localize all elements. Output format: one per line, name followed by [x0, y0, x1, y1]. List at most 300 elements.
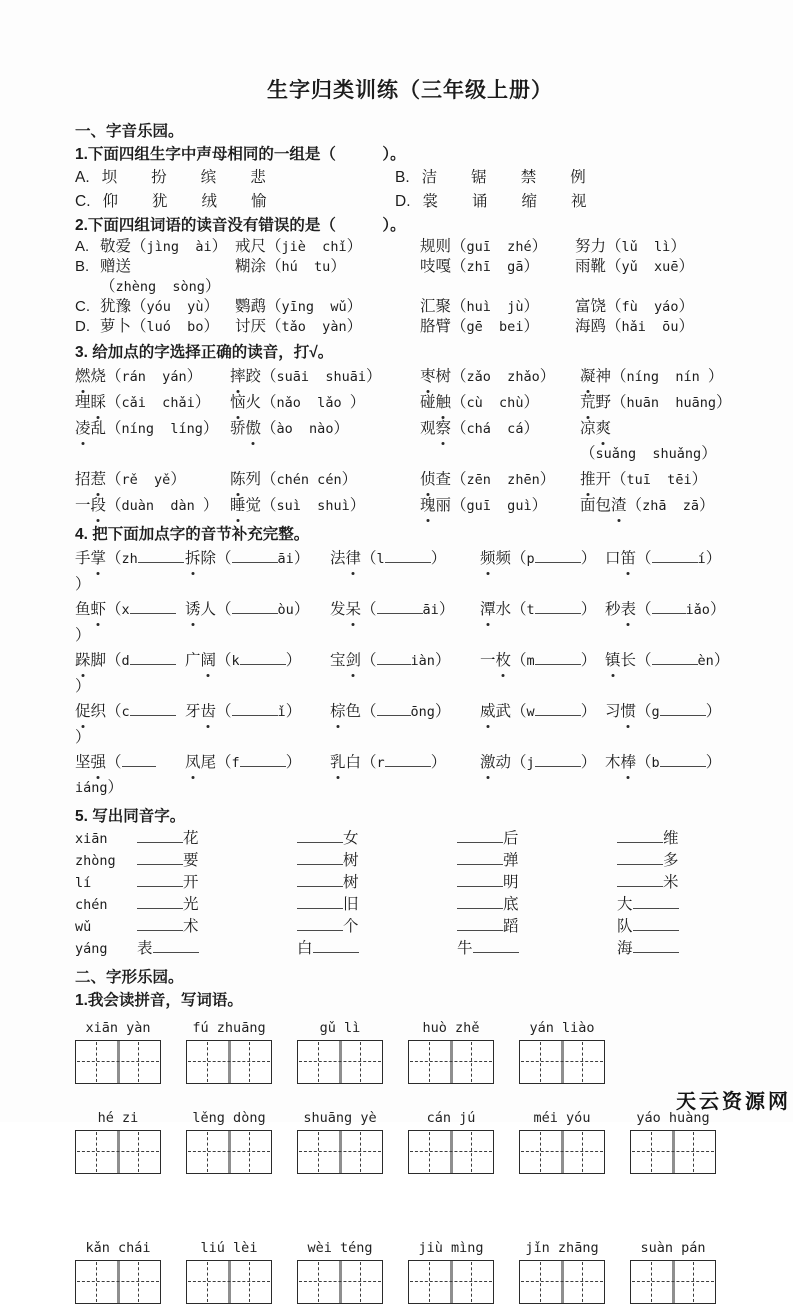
- writing-grid: [75, 1260, 161, 1304]
- word: [75, 652, 106, 669]
- character: 乱: [90, 420, 107, 437]
- blank-line: [297, 895, 343, 909]
- blank-line: [617, 851, 663, 865]
- section1-heading: 一、字音乐园。: [75, 123, 184, 140]
- pinyin: zhèng sòng: [115, 279, 205, 295]
- dotted-character: 枚: [496, 648, 512, 673]
- word: [185, 703, 216, 720]
- character: 觉: [245, 497, 262, 514]
- syllable-completion-item: 木棒（b ）: [605, 750, 745, 801]
- syllable-completion-item: 潭水（t ）: [480, 597, 605, 648]
- option-character: 扮: [151, 169, 167, 186]
- grid-vertical-guideline: [471, 1262, 472, 1302]
- q2-option-row: [75, 297, 745, 317]
- character: 米: [663, 874, 679, 891]
- grid-horizontal-guideline: [188, 1281, 270, 1282]
- character: 面: [580, 497, 596, 514]
- blank-line: [153, 939, 199, 953]
- character: 送: [115, 258, 132, 275]
- grid-vertical-guideline: [540, 1262, 541, 1302]
- pinyin: xiān: [75, 831, 108, 847]
- pinyin: suǎng shuǎng: [595, 446, 702, 462]
- writing-grid: [186, 1260, 272, 1304]
- blank-line: [240, 651, 286, 665]
- character: 法: [330, 550, 346, 567]
- grid-center-divider: [339, 1041, 342, 1083]
- option-label: D.: [395, 193, 411, 210]
- grid-vertical-guideline: [429, 1262, 430, 1302]
- pinyin: d: [121, 653, 130, 669]
- word: [580, 394, 611, 411]
- character: 嘎: [435, 258, 452, 275]
- writing-grid-row: [75, 1020, 745, 1084]
- pinyin-label: liú lèi: [200, 1240, 258, 1256]
- word-pinyin-item: 努力（lǔ lì）: [575, 238, 686, 255]
- word: [230, 471, 261, 488]
- blank-line: [137, 829, 183, 843]
- homophone-cell: [617, 938, 745, 960]
- pinyin-label: cán jú: [426, 1110, 476, 1126]
- word: [580, 471, 611, 488]
- writing-grid-item: [75, 1020, 161, 1084]
- pinyin: chén: [75, 897, 108, 913]
- word: [100, 238, 131, 255]
- word: [420, 394, 451, 411]
- dotted-character: 燃: [75, 364, 91, 389]
- pinyin: zǎo zhǎo: [466, 369, 540, 385]
- character: 发: [330, 601, 346, 618]
- grid-vertical-guideline: [429, 1042, 430, 1082]
- blank-line: [137, 917, 183, 931]
- word: [580, 420, 611, 437]
- pinyin: fù yáo: [621, 299, 679, 315]
- word: [605, 601, 636, 618]
- grid-center-divider: [339, 1131, 342, 1173]
- pinyin: tuī tēi: [626, 472, 692, 488]
- character: 卜: [115, 318, 132, 335]
- grid-vertical-guideline: [540, 1042, 541, 1082]
- pinyin: yīng wǔ: [281, 299, 347, 315]
- character: 白: [345, 754, 362, 771]
- word: [75, 550, 106, 567]
- character: 涂: [250, 258, 267, 275]
- pinyin: g: [651, 704, 660, 720]
- dotted-character: 凤: [185, 750, 201, 775]
- grid-vertical-guideline: [693, 1262, 694, 1302]
- word: [420, 318, 451, 335]
- character: 术: [183, 918, 199, 935]
- dotted-character: 傲: [246, 416, 262, 441]
- dotted-character: 段: [91, 493, 107, 518]
- character: 牙: [185, 703, 201, 720]
- homophone-cell: [297, 828, 457, 850]
- writing-grid-item: [297, 1110, 383, 1174]
- word-pinyin-item: 胳臂（gē bei）: [420, 318, 539, 335]
- dotted-character: 乳: [330, 750, 346, 775]
- syllable-completion-item: 牙齿（ ǐ）: [185, 699, 330, 750]
- character: 规: [420, 238, 436, 255]
- dotted-character: 频: [480, 546, 496, 571]
- word: [330, 601, 361, 618]
- dotted-character: 表: [621, 597, 637, 622]
- option-character: 缩: [521, 193, 538, 210]
- character: 雨: [575, 258, 591, 275]
- character: 树: [435, 368, 452, 385]
- writing-grid-rows: [75, 1020, 745, 1304]
- blank-line: [297, 829, 343, 843]
- grid-vertical-guideline: [96, 1132, 97, 1172]
- homophone-row: [75, 872, 745, 894]
- pinyin: iǎo: [685, 602, 710, 618]
- syllable-completion-item: 一枚（m ）: [480, 648, 605, 699]
- blank-line: [633, 917, 679, 931]
- pinyin: l: [376, 551, 385, 567]
- dotted-character: 掌: [91, 546, 107, 571]
- grid-center-divider: [117, 1041, 120, 1083]
- blank-line: [240, 753, 286, 767]
- homophone-cell: [457, 828, 617, 850]
- character: 开: [595, 471, 612, 488]
- option-character: 裳: [422, 193, 439, 210]
- pinyin: cù chù: [466, 395, 524, 411]
- grid-horizontal-guideline: [632, 1151, 714, 1152]
- syllable-completion-item: 手掌（zh）: [75, 546, 185, 597]
- homophone-row: [75, 938, 745, 960]
- blank-line: [297, 851, 343, 865]
- word-pinyin-item: 海鸥（hǎi ōu）: [575, 318, 694, 335]
- blank-line: [130, 651, 176, 665]
- option-label: D.: [75, 318, 90, 335]
- character: 鸥: [590, 318, 607, 335]
- homophone-cell: [137, 850, 297, 872]
- pinyin: lí: [75, 875, 92, 891]
- pinyin: guī guì: [466, 498, 532, 514]
- dotted-character: 促: [75, 699, 91, 724]
- character: 除: [200, 550, 217, 567]
- character: 包: [595, 497, 612, 514]
- pinyin: āi: [422, 602, 439, 618]
- character: 饶: [590, 298, 607, 315]
- syllable-completion-item: 鱼虾（x）: [75, 597, 185, 648]
- dotted-word-pinyin-item: 陈列（chén cén）: [230, 467, 420, 493]
- blank-line: [652, 549, 698, 563]
- writing-grid-item: [519, 1020, 605, 1084]
- character: 则: [435, 238, 452, 255]
- pinyin: duàn dàn: [121, 498, 203, 514]
- pinyin-label: kǎn chái: [85, 1240, 151, 1256]
- grid-center-divider: [672, 1131, 675, 1173]
- syllable-completion-item: 激动（j ）: [480, 750, 605, 801]
- grid-vertical-guideline: [651, 1262, 652, 1302]
- option-label: C.: [75, 298, 90, 315]
- word-pinyin-item: 戒尺（jiè chǐ）: [235, 238, 363, 255]
- grid-vertical-guideline: [138, 1132, 139, 1172]
- grid-vertical-guideline: [582, 1042, 583, 1082]
- pinyin: zh: [121, 551, 138, 567]
- pinyin: rě yě: [121, 472, 171, 488]
- character: 招: [75, 471, 91, 488]
- writing-grid: [519, 1040, 605, 1084]
- writing-grid-item: [297, 1020, 383, 1084]
- option-character: 例: [570, 169, 586, 186]
- writing-grid-item: [297, 1240, 383, 1304]
- grid-center-divider: [672, 1261, 675, 1303]
- writing-grid: [186, 1040, 272, 1084]
- word: [575, 298, 606, 315]
- dotted-word-pinyin-item: 推开（tuī tēi）: [580, 467, 745, 493]
- character: 明: [503, 874, 519, 891]
- character: 爱: [115, 238, 132, 255]
- word: [420, 471, 451, 488]
- blank-line: [377, 702, 411, 716]
- pinyin: nǎo lǎo: [276, 395, 350, 411]
- blank-line: [652, 600, 686, 614]
- blank-line: [457, 895, 503, 909]
- dotted-character: 爽: [596, 416, 612, 441]
- pinyin: jiè chǐ: [281, 239, 347, 255]
- grid-center-divider: [339, 1261, 342, 1303]
- word: [75, 471, 106, 488]
- q1-option-row: [75, 166, 745, 190]
- grid-vertical-guideline: [360, 1042, 361, 1082]
- homophone-cell: [297, 872, 457, 894]
- word: [230, 497, 261, 514]
- q4-rows: [75, 546, 745, 801]
- character: 聚: [435, 298, 452, 315]
- character: 表: [137, 940, 153, 957]
- option-character: 禁: [520, 169, 537, 186]
- word: [235, 318, 266, 335]
- syllable-completion-item: 发呆（ āi）: [330, 597, 480, 648]
- dotted-character: 激: [480, 750, 496, 775]
- character: 口: [605, 550, 621, 567]
- homophone-cell: [617, 850, 745, 872]
- word-pinyin-item: 犹豫（yóu yù）: [100, 298, 219, 315]
- blank-line: [633, 895, 679, 909]
- option-character: 愉: [251, 193, 267, 210]
- grid-center-divider: [228, 1261, 231, 1303]
- dotted-character: 恼: [230, 390, 246, 415]
- writing-grid-item: [186, 1240, 272, 1304]
- blank-line: [137, 873, 183, 887]
- grid-vertical-guideline: [138, 1262, 139, 1302]
- dotted-character: 渣: [611, 493, 627, 518]
- pinyin: ǐ: [277, 704, 286, 720]
- pinyin: zhòng: [75, 853, 116, 869]
- dotted-character: 棕: [330, 699, 346, 724]
- writing-grid: [75, 1040, 161, 1084]
- character: 吱: [420, 258, 436, 275]
- dotted-character: 推: [580, 467, 596, 492]
- syllable-completion-item: 跺脚（d）: [75, 648, 185, 699]
- dotted-character: 侦: [420, 467, 436, 492]
- writing-grid: [519, 1260, 605, 1304]
- homophone-cell: [137, 828, 297, 850]
- character: 底: [503, 896, 519, 913]
- q3-row: [75, 364, 745, 390]
- character: 色: [345, 703, 362, 720]
- character: 个: [343, 918, 359, 935]
- dotted-character: 凌: [75, 416, 91, 441]
- q2-option-row: [75, 257, 745, 297]
- character: 赠: [100, 258, 116, 275]
- character: 尺: [250, 238, 267, 255]
- writing-grid-item: [408, 1240, 494, 1304]
- writing-grid-item: [408, 1020, 494, 1084]
- writing-grid-row: [75, 1110, 745, 1174]
- character: 广: [185, 652, 201, 669]
- option-character: 诵: [472, 193, 488, 210]
- grid-vertical-guideline: [318, 1132, 319, 1172]
- grid-vertical-guideline: [207, 1262, 208, 1302]
- word: [235, 258, 266, 275]
- word: [420, 368, 451, 385]
- grid-horizontal-guideline: [410, 1061, 492, 1062]
- writing-grid-item: [75, 1240, 161, 1304]
- pinyin: lǔ lì: [621, 239, 671, 255]
- word: [480, 703, 511, 720]
- syllable-completion-item: 乳白（r ）: [330, 750, 480, 801]
- homophone-cell: [137, 938, 297, 960]
- word: [605, 550, 636, 567]
- blank-line: [377, 651, 411, 665]
- blank-line: [297, 873, 343, 887]
- pinyin: iáng: [75, 780, 108, 796]
- grid-horizontal-guideline: [521, 1151, 603, 1152]
- blank-line: [633, 939, 679, 953]
- dotted-word-pinyin-item: 枣树（zǎo zhǎo）: [420, 364, 580, 390]
- grid-horizontal-guideline: [521, 1061, 603, 1062]
- grid-vertical-guideline: [471, 1042, 472, 1082]
- option-label: B.: [75, 258, 90, 275]
- character: 脚: [90, 652, 107, 669]
- syllable-completion-item: 法律（l ）: [330, 546, 480, 597]
- character: 木: [605, 754, 621, 771]
- character: 织: [90, 703, 107, 720]
- homophone-cell: [457, 916, 617, 938]
- word: [185, 550, 216, 567]
- pinyin: suì shuì: [276, 498, 350, 514]
- pinyin: suāi shuāi: [276, 369, 366, 385]
- character: 敬: [100, 238, 116, 255]
- grid-vertical-guideline: [249, 1042, 250, 1082]
- pinyin: iàn: [410, 653, 435, 669]
- q2-prompt: 2.下面四组词语的读音没有错误的是（ ）。: [75, 217, 406, 234]
- dotted-word-pinyin-item: 招惹（rě yě）: [75, 467, 230, 493]
- dotted-character: 睬: [91, 390, 107, 415]
- pinyin: b: [651, 755, 660, 771]
- character: 厌: [250, 318, 267, 335]
- blank-line: [535, 549, 581, 563]
- grid-vertical-guideline: [582, 1262, 583, 1302]
- blank-line: [457, 873, 503, 887]
- grid-center-divider: [450, 1131, 453, 1173]
- homophone-cell: [457, 850, 617, 872]
- dotted-character: 虾: [91, 597, 107, 622]
- dotted-character: 棒: [621, 750, 637, 775]
- blank-line: [297, 917, 343, 931]
- section2-subheading: 1.我会读拼音，写词语。: [75, 992, 243, 1009]
- pinyin-label: huò zhě: [422, 1020, 480, 1036]
- character: 鹉: [250, 298, 267, 315]
- word: [580, 497, 627, 514]
- character: 手: [75, 550, 91, 567]
- pinyin: guī zhé: [466, 239, 532, 255]
- word-pinyin-item: 雨靴（yǔ xuē）: [575, 258, 694, 275]
- pinyin-label: méi yóu: [533, 1110, 591, 1126]
- word: [230, 394, 261, 411]
- pinyin-label: yán liào: [529, 1020, 595, 1036]
- pinyin-label: lěng dòng: [192, 1110, 266, 1126]
- option-character: 缤: [200, 169, 217, 186]
- word: [330, 754, 361, 771]
- character: 女: [343, 830, 359, 847]
- dotted-word-pinyin-item: 一段（duàn dàn ）: [75, 493, 230, 519]
- pinyin-label: gǔ lì: [319, 1020, 361, 1036]
- homophone-cell: [457, 894, 617, 916]
- q3-row: [75, 467, 745, 493]
- word: [420, 298, 451, 315]
- q1-options: [75, 166, 745, 214]
- grid-horizontal-guideline: [188, 1151, 270, 1152]
- q4-prompt: 4. 把下面加点字的音节补充完整。: [75, 526, 310, 543]
- pinyin: hú tu: [281, 259, 331, 275]
- word: [75, 754, 106, 771]
- character: 萝: [100, 318, 116, 335]
- writing-grid-item: [519, 1240, 605, 1304]
- pinyin-label: hé zi: [97, 1110, 139, 1126]
- blank-line: [535, 753, 581, 767]
- grid-vertical-guideline: [360, 1132, 361, 1172]
- pinyin: zēn zhēn: [466, 472, 540, 488]
- pinyin: chén cén: [276, 472, 342, 488]
- grid-vertical-guideline: [207, 1042, 208, 1082]
- character: 开: [183, 874, 199, 891]
- dotted-character: 凝: [580, 364, 596, 389]
- option-character: 洁: [421, 169, 438, 186]
- writing-grid-item: [630, 1240, 716, 1304]
- option-group: [75, 166, 395, 190]
- pinyin: x: [121, 602, 130, 618]
- watermark: 天云资源网: [676, 1091, 791, 1113]
- grid-horizontal-guideline: [77, 1281, 159, 1282]
- character: 一: [480, 652, 496, 669]
- option-character: 绒: [201, 193, 218, 210]
- word: [185, 652, 216, 669]
- pinyin: gē bei: [466, 319, 524, 335]
- word: [575, 258, 606, 275]
- pinyin: w: [526, 704, 535, 720]
- pinyin: í: [697, 551, 706, 567]
- grid-vertical-guideline: [471, 1132, 472, 1172]
- character: 水: [495, 601, 512, 618]
- blank-line: [137, 895, 183, 909]
- pinyin-label: suàn pán: [640, 1240, 706, 1256]
- homophone-cell: [297, 850, 457, 872]
- word-pinyin-item: 讨厌（tǎo yàn）: [235, 318, 363, 335]
- grid-horizontal-guideline: [521, 1281, 603, 1282]
- writing-grid: [297, 1130, 383, 1174]
- writing-grid: [297, 1040, 383, 1084]
- word: [480, 550, 511, 567]
- dotted-character: 强: [91, 750, 107, 775]
- dotted-character: 阔: [201, 648, 217, 673]
- dotted-character: 笛: [621, 546, 637, 571]
- character: 要: [183, 852, 199, 869]
- blank-line: [660, 753, 706, 767]
- pinyin: tǎo yàn: [281, 319, 347, 335]
- character: 理: [75, 394, 91, 411]
